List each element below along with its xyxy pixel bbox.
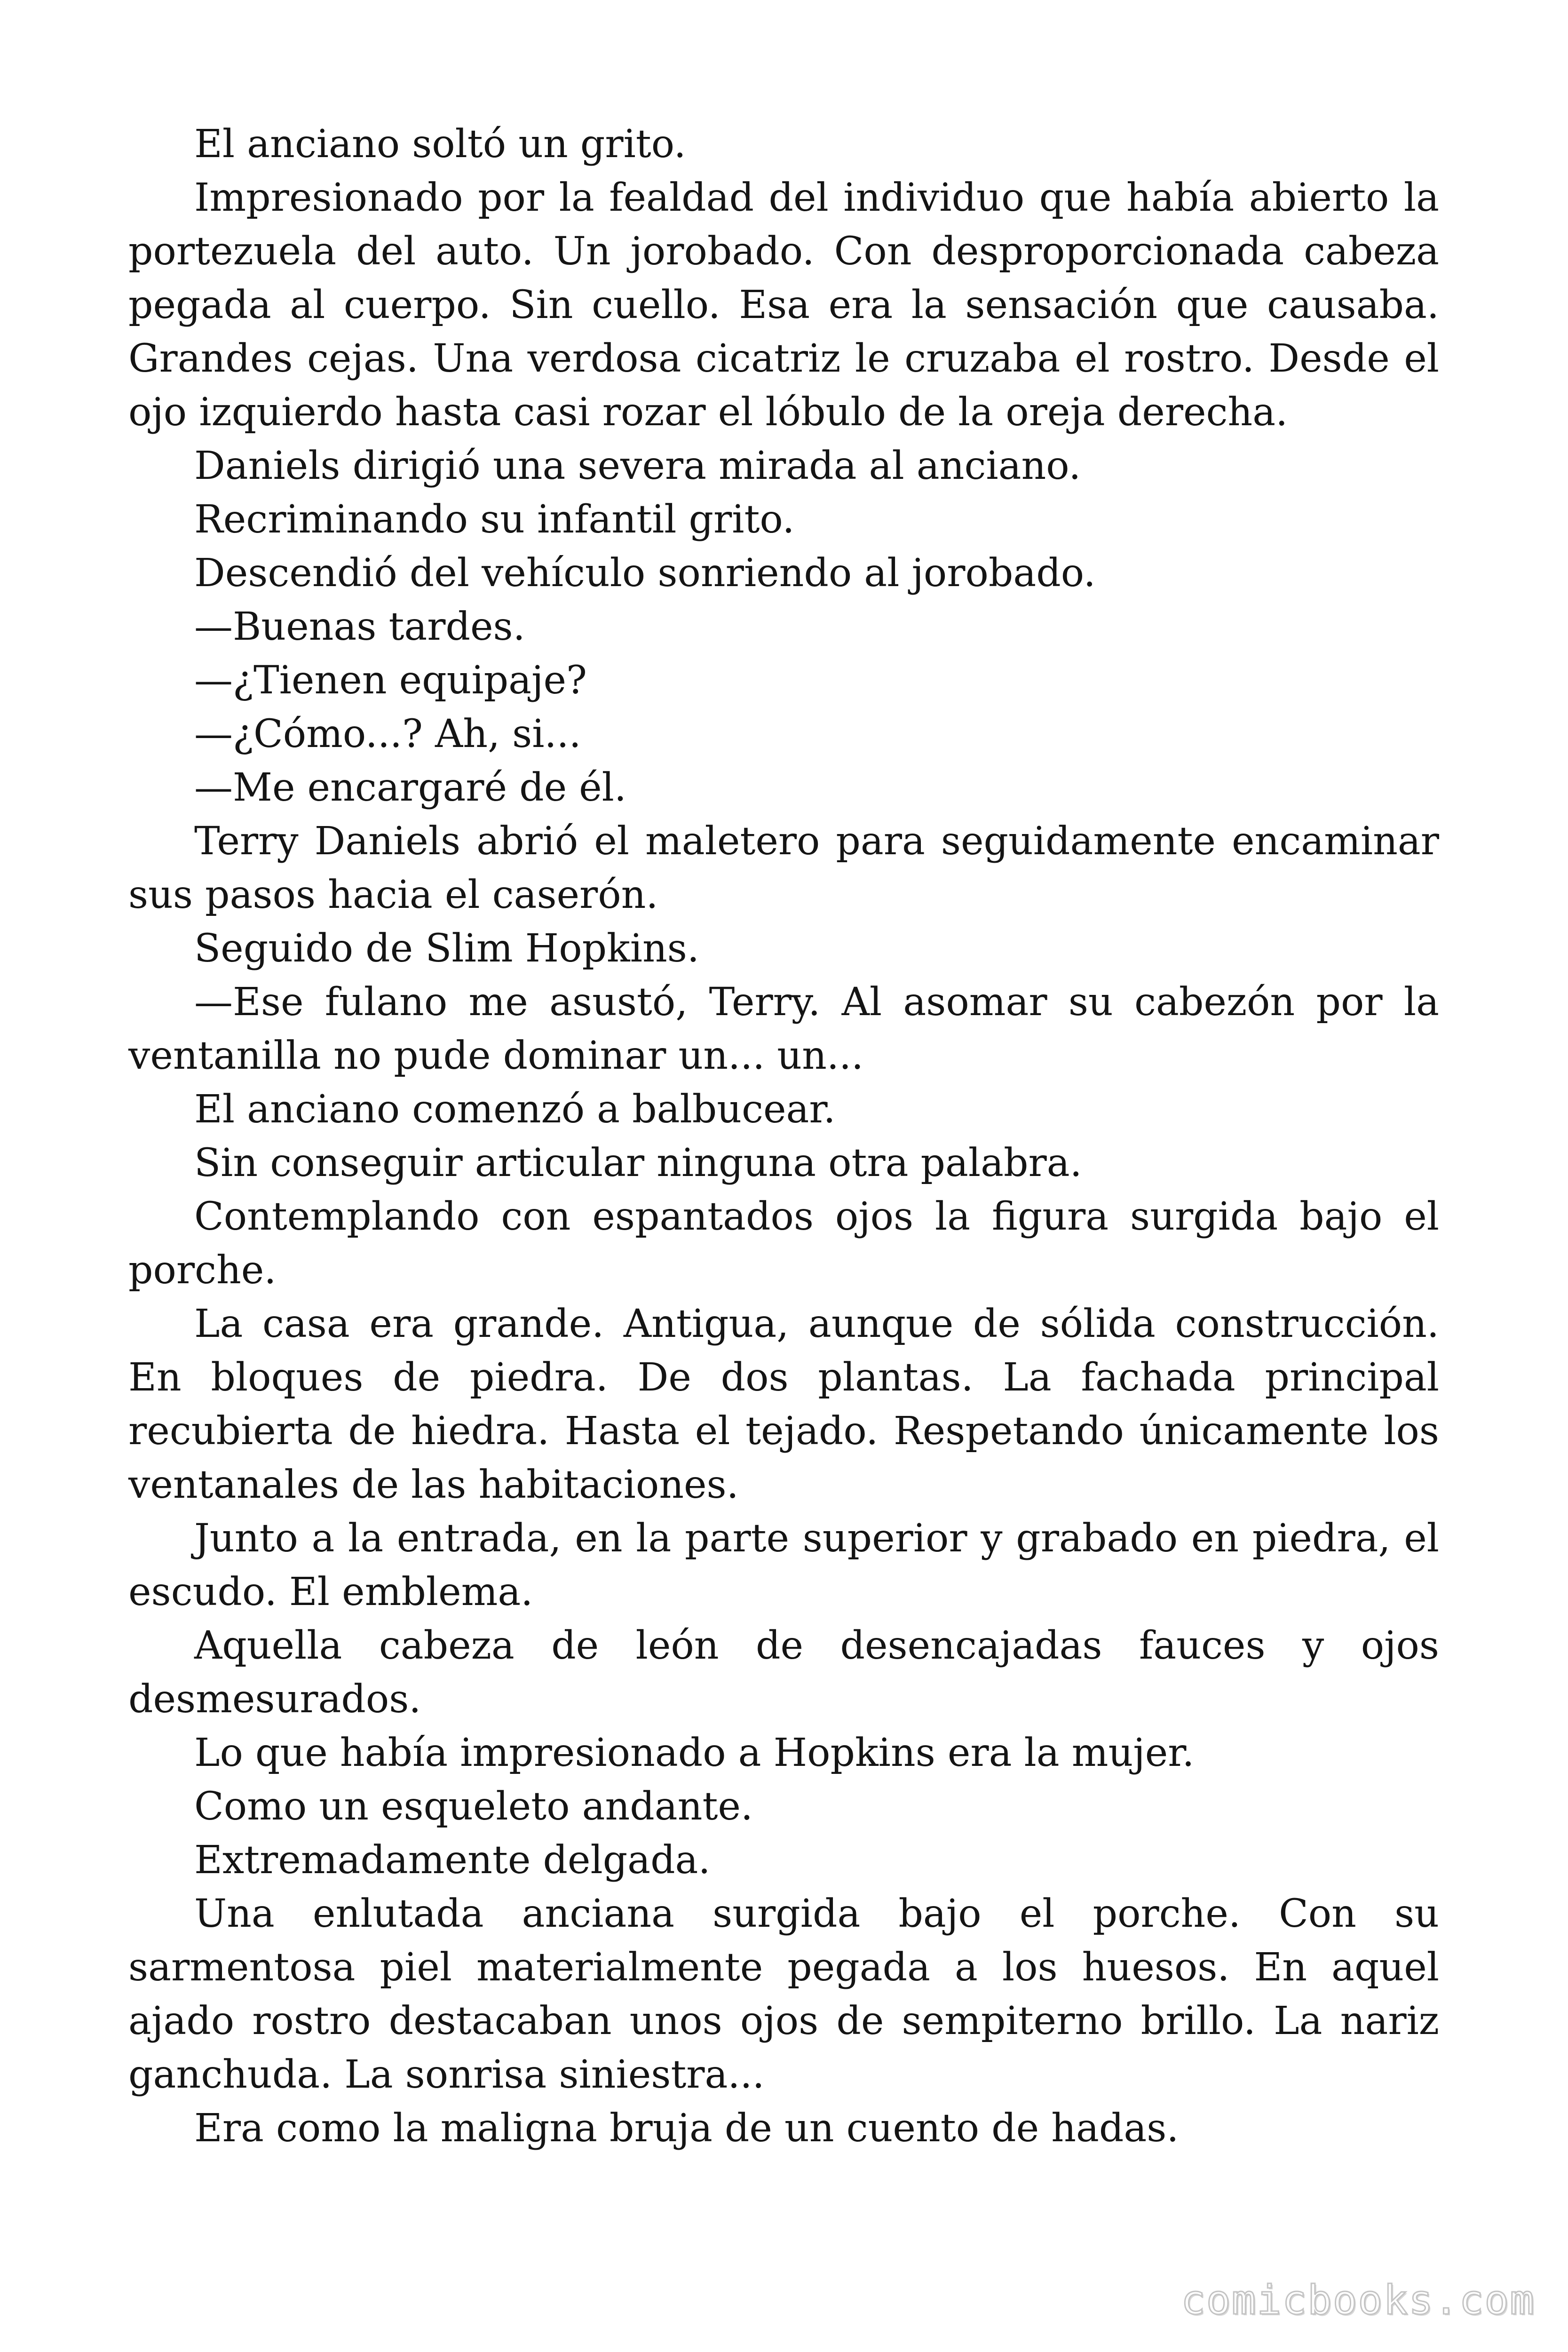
paragraph: Daniels dirigió una severa mirada al anciano. xyxy=(194,444,1081,488)
paragraph: Era como la maligna bruja de un cuento de hadas. xyxy=(194,2106,1179,2151)
dialogue-line: —¿Tienen equipaje? xyxy=(194,658,587,703)
paragraph: El anciano soltó un grito. xyxy=(194,122,686,167)
paragraph: Como un esqueleto andante. xyxy=(194,1784,753,1829)
dialogue-line: —¿Cómo...? Ah, si... xyxy=(194,712,581,756)
paragraph: Sin conseguir articular ninguna otra palabra. xyxy=(194,1141,1082,1185)
paragraph: Impresionado por la fealdad del individuo que había abierto la portezuela del auto. Un jorobado. Con desproporcionada cabeza pegada al cuerpo. Sin cuello. Esa era la sensación que causaba. Grandes cejas. Una verdosa cicatriz le cruzaba el rostro. Desde el ojo izquierdo hasta casi rozar el lóbulo de la oreja derecha. xyxy=(128,175,1439,435)
paragraph: Una enlutada anciana surgida bajo el porche. Con su sarmentosa piel materialmente pegada a los huesos. En aquel ajado rostro destacaban unos ojos de sempiterno brillo. La nariz ganchuda. La sonrisa siniestra... xyxy=(128,1891,1439,2097)
paragraph: La casa era grande. Antigua, aunque de sólida construcción. En bloques de piedra. De dos plantas. La fachada principal recubierta de hiedra. Hasta el tejado. Respetando únicamente los ventanales de las habitaciones. xyxy=(128,1302,1439,1507)
paragraph: Contemplando con espantados ojos la figura surgida bajo el porche. xyxy=(128,1194,1439,1293)
paragraph: Aquella cabeza de león de desencajadas fauces y ojos desmesurados. xyxy=(128,1623,1439,1722)
dialogue-line: —Buenas tardes. xyxy=(194,604,525,649)
dialogue-line: —Me encargaré de él. xyxy=(194,765,626,810)
paragraph: Extremadamente delgada. xyxy=(194,1838,711,1883)
paragraph: Junto a la entrada, en la parte superior y grabado en piedra, el escudo. El emblema. xyxy=(128,1516,1439,1614)
body-text xyxy=(128,118,1439,2155)
paragraph: Terry Daniels abrió el maletero para seguidamente encaminar sus pasos hacia el caserón. xyxy=(128,819,1439,917)
paragraph: Descendió del vehículo sonriendo al jorobado. xyxy=(194,551,1096,596)
paragraph: El anciano comenzó a balbucear. xyxy=(194,1087,836,1132)
paragraph: Seguido de Slim Hopkins. xyxy=(194,926,699,971)
dialogue-line: —Ese fulano me asustó, Terry. Al asomar su cabezón por la ventanilla no pude dominar un... un... xyxy=(128,980,1439,1078)
paragraph: Recriminando su infantil grito. xyxy=(194,497,795,542)
watermark: comicbooks.com xyxy=(1181,2277,1535,2324)
paragraph: Lo que había impresionado a Hopkins era la mujer. xyxy=(194,1731,1195,1775)
